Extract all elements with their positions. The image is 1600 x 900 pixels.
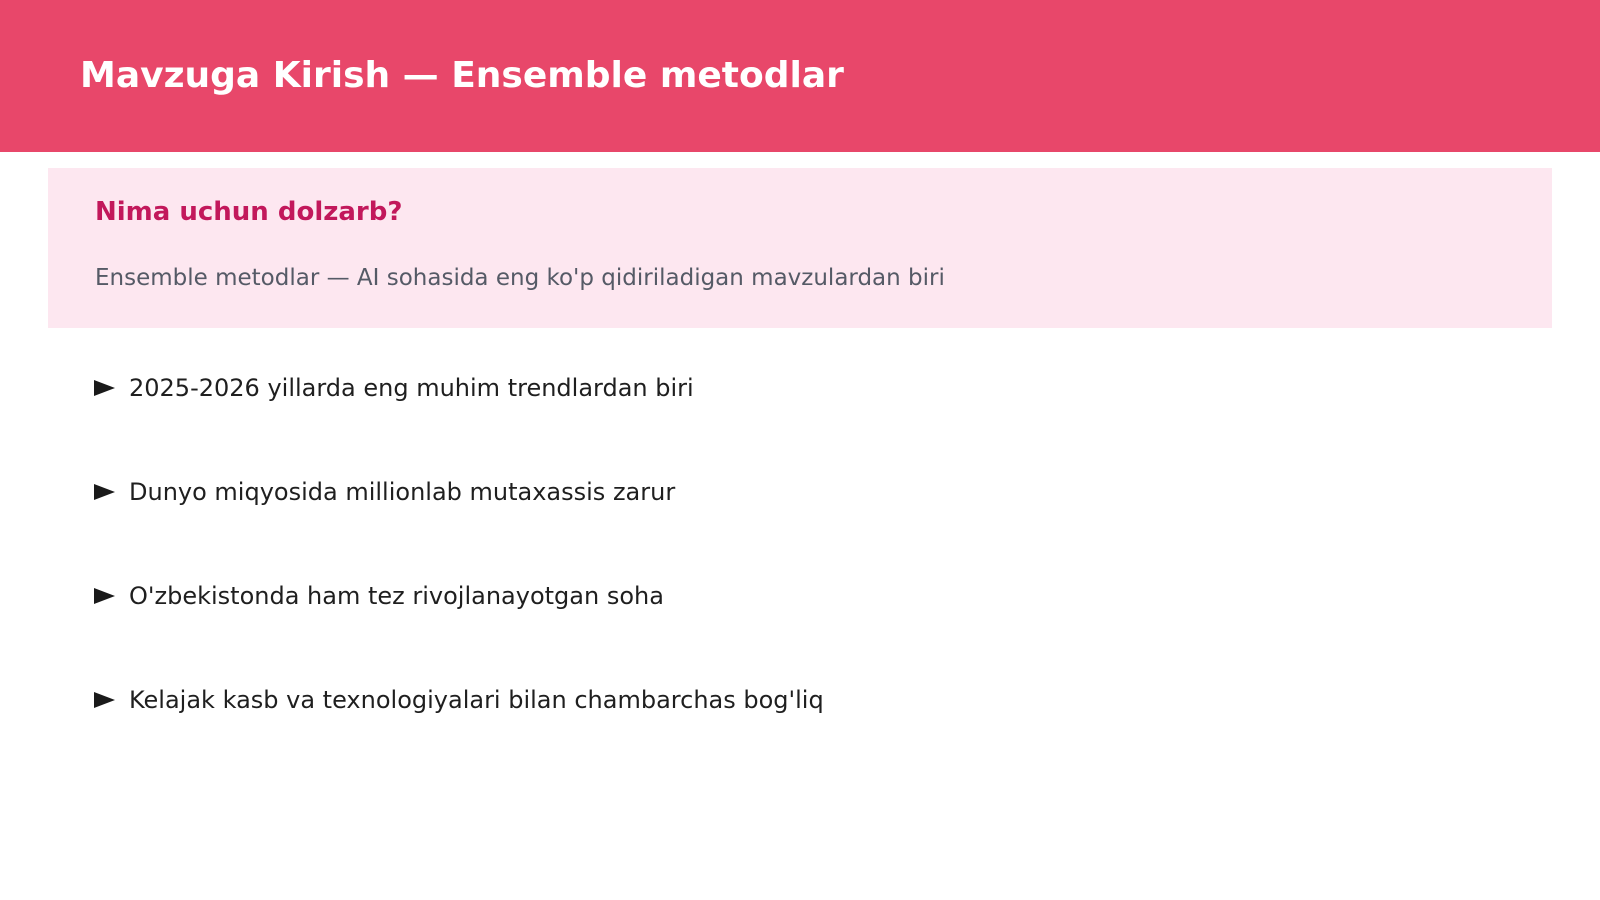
triangle-right-icon — [94, 380, 115, 396]
bullet-text: Kelajak kasb va texnologiyalari bilan chambarchas bog'liq — [129, 686, 824, 714]
bullet-item — [94, 476, 824, 508]
triangle-right-icon — [94, 588, 115, 604]
bullet-item — [94, 372, 824, 404]
triangle-right-icon — [94, 484, 115, 500]
bullet-item — [94, 580, 824, 612]
bullet-item — [94, 684, 824, 716]
triangle-right-icon — [94, 692, 115, 708]
header-bar — [0, 0, 1600, 152]
callout-box — [48, 168, 1552, 328]
bullet-list — [94, 372, 824, 788]
bullet-text: Dunyo miqyosida millionlab mutaxassis zarur — [129, 478, 676, 506]
bullet-text: O'zbekistonda ham tez rivojlanayotgan soha — [129, 582, 664, 610]
bullet-text: 2025-2026 yillarda eng muhim trendlardan biri — [129, 374, 694, 402]
page-title: Mavzuga Kirish — Ensemble metodlar — [80, 55, 844, 96]
callout-text: Ensemble metodlar — AI sohasida eng ko'p qidiriladigan mavzulardan biri — [95, 265, 945, 291]
callout-heading: Nima uchun dolzarb? — [95, 197, 403, 227]
